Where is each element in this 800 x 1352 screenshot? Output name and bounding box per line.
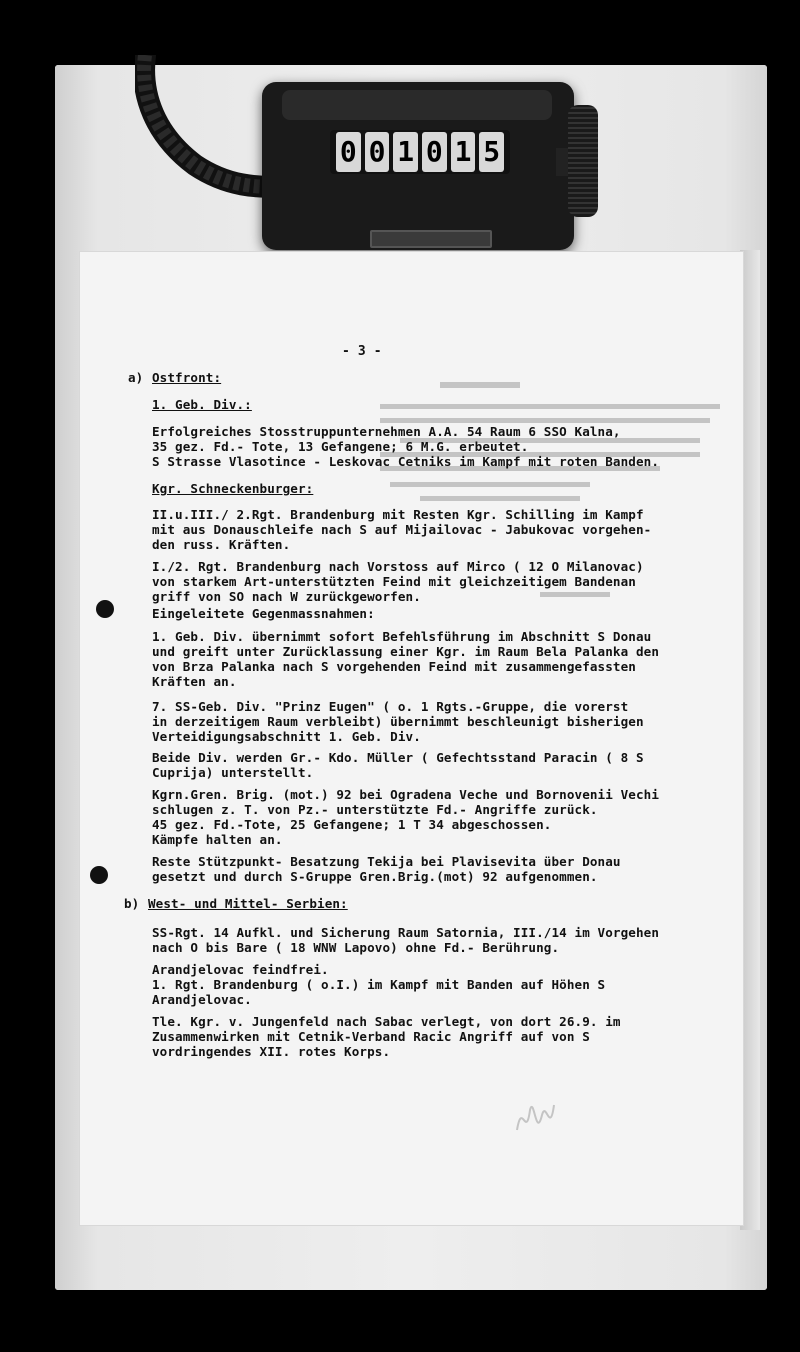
div1-line: Erfolgreiches Stosstruppunternehmen A.A. 54 Raum 6 SSO Kalna,	[152, 424, 621, 439]
kgr-line: Beide Div. werden Gr.- Kdo. Müller ( Gefechtsstand Paracin ( 8 S	[152, 750, 644, 765]
kgr-line: Eingeleitete Gegenmassnahmen:	[152, 606, 375, 621]
serbia-line: Arandjelovac.	[152, 992, 252, 1007]
counter-digit: 0	[336, 132, 361, 172]
kgr-line: Kräften an.	[152, 674, 237, 689]
serbia-line: vordringendes XII. rotes Korps.	[152, 1044, 391, 1059]
kgr-line: gesetzt und durch S-Gruppe Gren.Brig.(mot) 92 aufgenommen.	[152, 869, 598, 884]
serbia-line: Zusammenwirken mit Cetnik-Verband Racic Angriff auf von S	[152, 1029, 590, 1044]
counter-digit: 5	[479, 132, 504, 172]
counter-display	[330, 130, 510, 174]
div1-heading: 1. Geb. Div.:	[152, 397, 252, 412]
kgr-line: I./2. Rgt. Brandenburg nach Vorstoss auf Mirco ( 12 O Milanovac)	[152, 559, 644, 574]
kgr-line: griff von SO nach W zurückgeworfen.	[152, 589, 421, 604]
kgr-line: von Brza Palanka nach S vorgehenden Feind mit zusammengefassten	[152, 659, 636, 674]
kgr-line: Kgrn.Gren. Brig. (mot.) 92 bei Ogradena Veche und Bornovenii Vechi	[152, 787, 660, 802]
kgr-line: Cuprija) unterstellt.	[152, 765, 314, 780]
faint-signature-mark	[512, 1090, 572, 1150]
counter-digit: 1	[393, 132, 418, 172]
section-a-title: Ostfront:	[152, 370, 222, 385]
counter-digit: 0	[422, 132, 447, 172]
page-number: - 3 -	[342, 344, 382, 359]
kgr-line: und greift unter Zurücklassung einer Kgr. im Raum Bela Palanka den	[152, 644, 660, 659]
section-b-label: b)	[124, 896, 140, 911]
kgr-line: Kämpfe halten an.	[152, 832, 283, 847]
section-b-title: West- und Mittel- Serbien:	[148, 896, 348, 911]
serbia-line: SS-Rgt. 14 Aufkl. und Sicherung Raum Satornia, III./14 im Vorgehen	[152, 925, 660, 940]
kgr-line: schlugen z. T. von Pz.- unterstützte Fd.- Angriffe zurück.	[152, 802, 598, 817]
counter-digit: 0	[365, 132, 390, 172]
counter-slot	[370, 230, 492, 248]
kgr-line: 45 gez. Fd.-Tote, 25 Gefangene; 1 T 34 abgeschossen.	[152, 817, 552, 832]
serbia-line: Arandjelovac feindfrei.	[152, 962, 329, 977]
kgr-line: von starkem Art-unterstützten Feind mit gleichzeitigem Bandenan	[152, 574, 636, 589]
document-body	[80, 252, 660, 1122]
punch-hole	[96, 600, 114, 618]
frame-counter	[262, 82, 574, 250]
kgr-heading: Kgr. Schneckenburger:	[152, 481, 314, 496]
serbia-line: 1. Rgt. Brandenburg ( o.I.) im Kampf mit Banden auf Höhen S	[152, 977, 606, 992]
counter-knob	[568, 105, 598, 217]
serbia-line: nach O bis Bare ( 18 WNW Lapovo) ohne Fd.- Berührung.	[152, 940, 560, 955]
kgr-line: in derzeitigem Raum verbleibt) übernimmt beschleunigt bisherigen	[152, 714, 644, 729]
kgr-line: 1. Geb. Div. übernimmt sofort Befehlsführung im Abschnitt S Donau	[152, 629, 652, 644]
kgr-line: mit aus Donauschleife nach S auf Mijailovac - Jabukovac vorgehen-	[152, 522, 652, 537]
div1-line: S Strasse Vlasotince - Leskovac Cetniks im Kampf mit roten Banden.	[152, 454, 660, 469]
div1-line: 35 gez. Fd.- Tote, 13 Gefangene; 6 M.G. erbeutet.	[152, 439, 529, 454]
document-sheet	[80, 252, 743, 1225]
counter-top-plate	[282, 90, 552, 120]
punch-hole	[90, 866, 108, 884]
kgr-line: 7. SS-Geb. Div. "Prinz Eugen" ( o. 1 Rgts.-Gruppe, die vorerst	[152, 699, 629, 714]
counter-digit: 1	[451, 132, 476, 172]
kgr-line: Reste Stützpunkt- Besatzung Tekija bei Plavisevita über Donau	[152, 854, 621, 869]
kgr-line: Verteidigungsabschnitt 1. Geb. Div.	[152, 729, 421, 744]
section-a-label: a)	[128, 370, 144, 385]
kgr-line: den russ. Kräften.	[152, 537, 291, 552]
serbia-line: Tle. Kgr. v. Jungenfeld nach Sabac verlegt, von dort 26.9. im	[152, 1014, 621, 1029]
sheet-edge-shadow	[740, 250, 760, 1230]
kgr-line: II.u.III./ 2.Rgt. Brandenburg mit Resten Kgr. Schilling im Kampf	[152, 507, 644, 522]
